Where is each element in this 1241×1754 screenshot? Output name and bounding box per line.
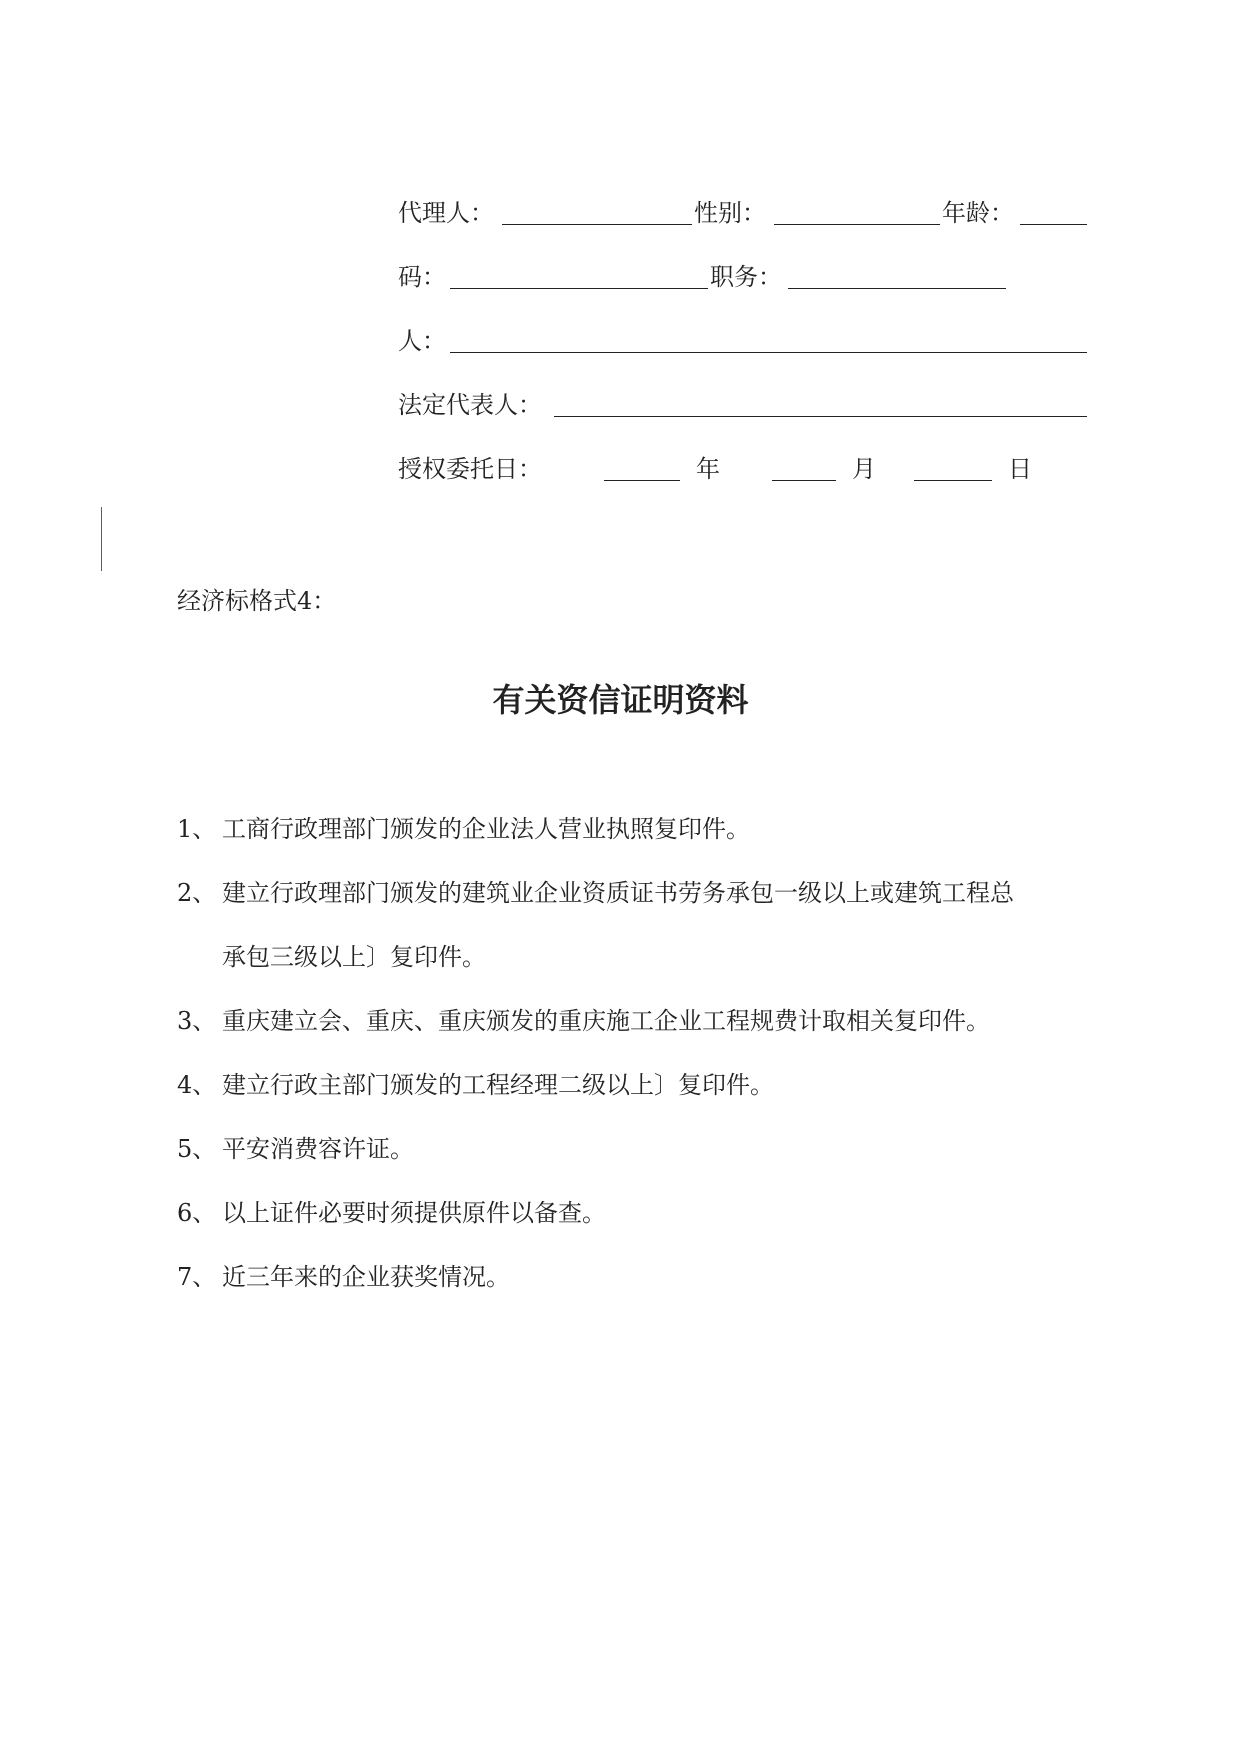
list-item-text: 以上证件必要时须提供原件以备查。 xyxy=(222,1199,606,1227)
agent-label: 代理人： xyxy=(398,199,494,227)
page-title: 有关资信证明资料 xyxy=(492,681,749,719)
age-blank xyxy=(1020,224,1087,225)
list-item-number: 4、 xyxy=(177,1071,217,1099)
year-blank xyxy=(604,480,680,481)
list-item-text: 近三年来的企业获奖情况。 xyxy=(222,1263,510,1291)
position-label: 职务： xyxy=(710,263,782,291)
list-item-number: 7、 xyxy=(177,1263,217,1291)
list-item-number: 1、 xyxy=(177,815,217,843)
list-item-number: 6、 xyxy=(177,1199,217,1227)
list-item-number: 2、 xyxy=(177,879,217,907)
age-label: 年龄： xyxy=(942,199,1014,227)
list-item-text: 建立行政主部门颁发的工程经理二级以上〕复印件。 xyxy=(222,1071,774,1099)
month-blank xyxy=(772,480,836,481)
list-item-number: 3、 xyxy=(177,1007,217,1035)
code-label: 码： xyxy=(398,263,446,291)
list-item-text: 建立行政理部门颁发的建筑业企业资质证书劳务承包一级以上或建筑工程总 xyxy=(222,879,1014,907)
auth-date-label: 授权委托日： xyxy=(398,455,542,483)
legal-rep-label: 法定代表人： xyxy=(398,391,542,419)
legal-rep-blank xyxy=(554,416,1087,417)
month-label: 月 xyxy=(852,455,876,483)
gender-blank xyxy=(774,224,940,225)
day-label: 日 xyxy=(1008,455,1032,483)
code-blank xyxy=(450,288,708,289)
position-blank xyxy=(788,288,1006,289)
list-item-text: 工商行政理部门颁发的企业法人营业执照复印件。 xyxy=(222,815,750,843)
list-item-number: 5、 xyxy=(177,1135,217,1163)
person-blank xyxy=(450,352,1087,353)
agent-blank xyxy=(502,224,692,225)
year-label: 年 xyxy=(696,455,720,483)
list-item-text: 平安消费容许证。 xyxy=(222,1135,414,1163)
person-label: 人： xyxy=(398,327,446,355)
revision-margin-bar xyxy=(101,507,102,571)
list-item-text: 重庆建立会、重庆、重庆颁发的重庆施工企业工程规费计取相关复印件。 xyxy=(222,1007,990,1035)
gender-label: 性别： xyxy=(694,199,766,227)
section-label: 经济标格式4： xyxy=(177,587,337,615)
list-item-text-continued: 承包三级以上〕复印件。 xyxy=(222,943,486,971)
day-blank xyxy=(914,480,992,481)
